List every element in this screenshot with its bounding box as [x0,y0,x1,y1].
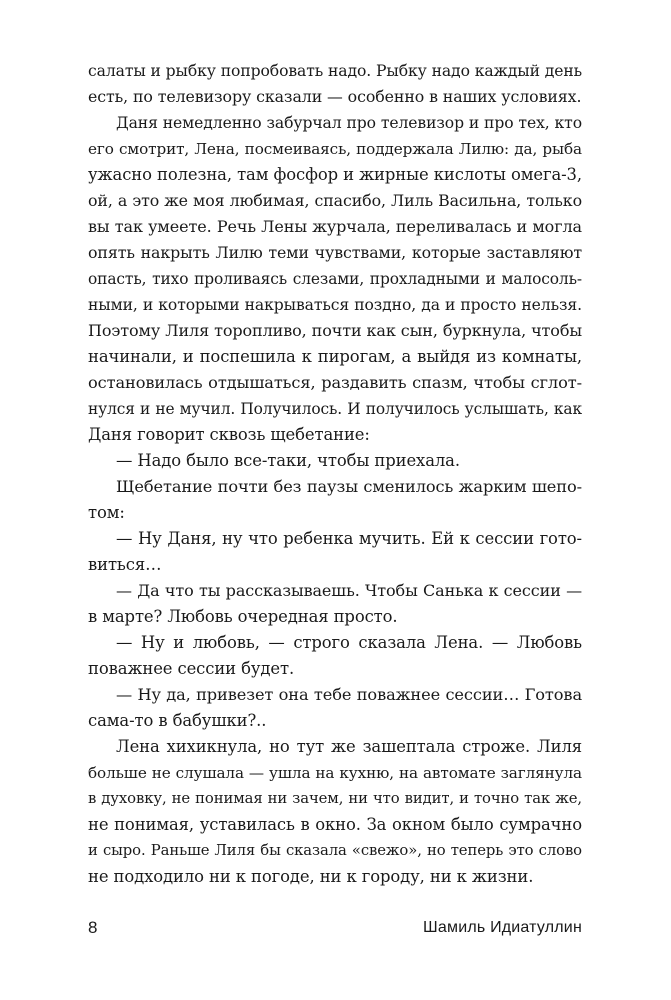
text-line: не понимая, уставилась в окно. За окном было сумрачно [88,815,582,834]
body-text [88,58,582,890]
text-line: вы так умеете. Речь Лены журчала, переливалась и могла [88,217,582,236]
text-line: Щебетание почти без паузы сменилось жарким шепо- [116,477,582,496]
text-line: — Да что ты рассказываешь. Чтобы Санька к сессии — [116,581,582,600]
text-line: в марте? Любовь очередная просто. [88,607,398,626]
text-line: в духовку, не понимая ни зачем, ни что видит, и точно так же, [88,790,582,807]
text-line: больше не слушала — ушла на кухню, на автомате заглянула [88,764,582,782]
page-number: 8 [88,918,98,937]
text-line: нулся и не мучил. Получилось. И получилось услышать, как [88,400,582,418]
text-line: Лена хихикнула, но тут же зашептала строже. Лиля [116,737,582,756]
text-line: есть, по телевизору сказали — особенно в наших условиях. [88,87,582,106]
text-line: сама-то в бабушки?.. [88,711,267,730]
text-line: его смотрит, Лена, посмеиваясь, поддержала Лилю: да, рыба [88,140,582,158]
text-line: салаты и рыбку попробовать надо. Рыбку надо каждый день [88,62,583,80]
text-line: Даня немедленно забурчал про телевизор и про тех, кто [116,114,582,132]
text-line: не подходило ни к погоде, ни к городу, ни к жизни. [88,867,534,886]
text-line: — Ну Даня, ну что ребенка мучить. Ей к сессии гото- [116,529,582,548]
text-line: начинали, и поспешила к пирогам, а выйдя из комнаты, [88,347,582,366]
text-line: опасть, тихо проливаясь слезами, прохладными и малосоль- [88,270,582,288]
text-line: — Ну да, привезет она тебе поважнее сессии… Готова [116,685,582,704]
text-line: том: [88,503,125,522]
text-line: остановилась отдышаться, раздавить спазм, чтобы сглот- [88,373,582,392]
text-line: поважнее сессии будет. [88,659,295,678]
text-line: — Ну и любовь, — строго сказала Лена. — Любовь [116,633,582,652]
running-head-author: Шамиль Идиатуллин [423,919,582,936]
page-footer [88,916,582,940]
text-line: Даня говорит сквозь щебетание: [88,425,370,444]
text-line: Поэтому Лиля торопливо, почти как сын, буркнула, чтобы [88,321,582,340]
text-line: и сыро. Раньше Лиля бы сказала «свежо», но теперь это слово [88,842,582,859]
text-line: ужасно полезна, там фосфор и жирные кислоты омега-3, [88,165,582,184]
text-line: опять накрыть Лилю теми чувствами, которые заставляют [88,243,582,262]
text-line: виться… [88,555,162,574]
text-line: ой, а это же моя любимая, спасибо, Лиль Васильна, только [88,191,582,210]
text-line: ными, и которыми накрываться поздно, да и просто нельзя. [88,296,582,314]
text-line: — Надо было все-таки, чтобы приехала. [116,451,460,470]
